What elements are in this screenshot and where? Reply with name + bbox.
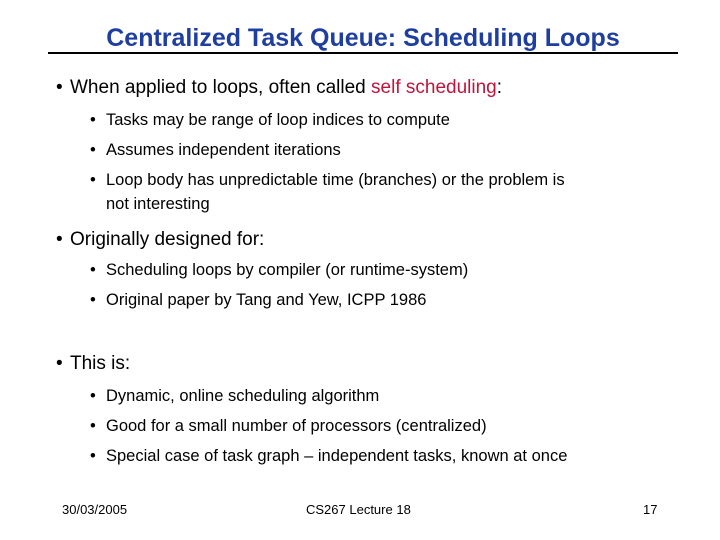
footer-course: CS267 Lecture 18	[306, 502, 411, 517]
bullet-marker: •	[90, 261, 96, 279]
footer-date: 30/03/2005	[62, 502, 128, 517]
bullet-originally-designed	[56, 229, 264, 251]
sub-bullet	[90, 387, 380, 406]
sub-bullet	[90, 141, 341, 160]
sub-bullet-text: Original paper by Tang and Yew, ICPP 1986	[106, 291, 427, 309]
sub-bullet-text: Dynamic, online scheduling algorithm	[106, 387, 380, 405]
sub-bullet-text: Special case of task graph – independent tasks, known at once	[106, 447, 568, 465]
bullet-marker: •	[90, 291, 96, 309]
bullet-marker: •	[56, 353, 63, 374]
sub-bullet-text: Good for a small number of processors (centralized)	[106, 417, 487, 435]
sub-bullet-continuation	[106, 195, 210, 214]
bullet-this-is	[56, 353, 130, 375]
bullet-self-scheduling	[56, 77, 502, 99]
sub-bullet-text: Loop body has unpredictable time (branches) or the problem is	[106, 171, 565, 189]
footer-page-number: 17	[643, 502, 658, 517]
sub-bullet	[90, 111, 450, 130]
bullet-text: When applied to loops, often called	[70, 77, 372, 98]
bullet-marker: •	[90, 141, 96, 159]
sub-bullet-text: Scheduling loops by compiler (or runtime-system)	[106, 261, 469, 279]
bullet-marker: •	[90, 111, 96, 129]
bullet-text: Originally designed for:	[70, 229, 265, 250]
bullet-marker: •	[90, 447, 96, 465]
highlight-term: self scheduling	[371, 77, 497, 98]
sub-bullet	[90, 171, 565, 190]
bullet-marker: •	[90, 387, 96, 405]
bullet-marker: •	[56, 77, 63, 98]
slide-title: Centralized Task Queue: Scheduling Loops	[106, 24, 620, 52]
sub-bullet	[90, 261, 469, 280]
sub-bullet-text: not interesting	[106, 195, 210, 213]
bullet-marker: •	[90, 171, 96, 189]
sub-bullet-text: Assumes independent iterations	[106, 141, 341, 159]
sub-bullet	[90, 291, 427, 310]
bullet-marker: •	[90, 417, 96, 435]
sub-bullet	[90, 417, 487, 436]
bullet-text-suffix: :	[496, 77, 503, 98]
bullet-text: This is:	[70, 353, 131, 374]
bullet-marker: •	[56, 229, 63, 250]
sub-bullet-text: Tasks may be range of loop indices to compute	[106, 111, 450, 129]
title-underline	[48, 52, 678, 54]
sub-bullet	[90, 447, 568, 466]
